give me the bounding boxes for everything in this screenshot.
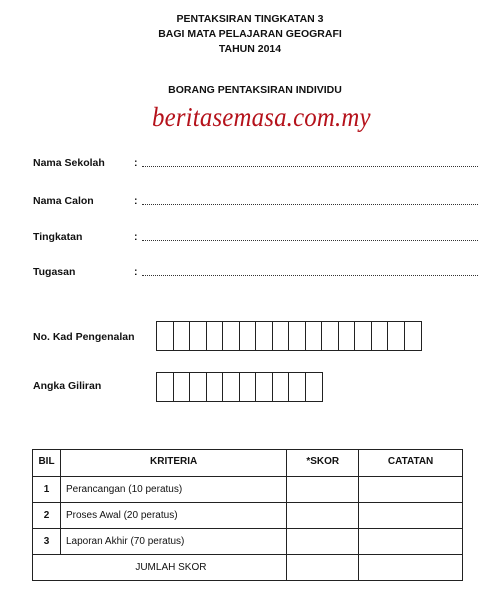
digit-box[interactable] <box>339 322 356 350</box>
digit-box[interactable] <box>273 373 290 401</box>
row-bil: 2 <box>33 503 61 529</box>
header-catatan: CATATAN <box>359 450 463 477</box>
field-colon: : <box>134 231 138 243</box>
watermark-text: beritasemasa.com.my <box>152 102 371 132</box>
row-kriteria: Laporan Akhir (70 peratus) <box>60 529 286 555</box>
digit-box[interactable] <box>207 322 224 350</box>
row-catatan-cell[interactable] <box>359 477 463 503</box>
header-kriteria: KRITERIA <box>60 450 286 477</box>
table-header-row <box>33 450 463 477</box>
digit-box[interactable] <box>256 322 273 350</box>
header-skor: *SKOR <box>287 450 359 477</box>
total-spacer-cell <box>33 555 61 581</box>
index-number-label: Angka Giliran <box>33 380 102 392</box>
id-number-label: No. Kad Pengenalan <box>33 331 135 343</box>
document-header <box>0 12 500 57</box>
field-colon: : <box>134 157 138 169</box>
digit-box[interactable] <box>174 322 191 350</box>
row-skor-cell[interactable] <box>287 477 359 503</box>
field-dotted-line[interactable] <box>142 204 478 205</box>
field-nama-calon[interactable] <box>33 195 478 211</box>
digit-box[interactable] <box>240 322 257 350</box>
digit-box[interactable] <box>240 373 257 401</box>
form-title: BORANG PENTAKSIRAN INDIVIDU <box>168 84 342 96</box>
field-tingkatan[interactable] <box>33 231 478 247</box>
field-label: Tingkatan <box>33 231 83 243</box>
digit-box[interactable] <box>157 373 174 401</box>
digit-box[interactable] <box>289 322 306 350</box>
digit-box[interactable] <box>256 373 273 401</box>
row-kriteria: Perancangan (10 peratus) <box>60 477 286 503</box>
row-bil: 1 <box>33 477 61 503</box>
digit-box[interactable] <box>223 322 240 350</box>
digit-box[interactable] <box>306 322 323 350</box>
digit-box[interactable] <box>190 322 207 350</box>
header-year: TAHUN 2014 <box>218 43 282 55</box>
digit-box[interactable] <box>372 322 389 350</box>
digit-box[interactable] <box>355 322 372 350</box>
digit-box[interactable] <box>190 373 207 401</box>
digit-box[interactable] <box>388 322 405 350</box>
digit-box[interactable] <box>174 373 191 401</box>
digit-box[interactable] <box>322 322 339 350</box>
digit-box[interactable] <box>157 322 174 350</box>
row-catatan-cell[interactable] <box>359 529 463 555</box>
score-table <box>32 449 463 581</box>
header-title: PENTAKSIRAN TINGKATAN 3 <box>176 13 324 25</box>
row-skor-cell[interactable] <box>287 529 359 555</box>
total-row <box>33 555 463 581</box>
total-label: JUMLAH SKOR <box>60 555 286 581</box>
field-label: Nama Calon <box>33 195 94 207</box>
row-skor-cell[interactable] <box>287 503 359 529</box>
header-subject: BAGI MATA PELAJARAN GEOGRAFI <box>158 28 342 40</box>
row-bil: 3 <box>33 529 61 555</box>
field-colon: : <box>134 195 138 207</box>
table-row <box>33 503 463 529</box>
row-kriteria: Proses Awal (20 peratus) <box>60 503 286 529</box>
digit-box[interactable] <box>207 373 224 401</box>
row-catatan-cell[interactable] <box>359 503 463 529</box>
field-dotted-line[interactable] <box>142 275 478 276</box>
field-dotted-line[interactable] <box>142 240 478 241</box>
field-tugasan[interactable] <box>33 266 478 282</box>
total-catatan-cell[interactable] <box>359 555 463 581</box>
digit-box[interactable] <box>306 373 323 401</box>
table-row <box>33 477 463 503</box>
header-bil: BIL <box>33 450 61 477</box>
index-number-boxes[interactable] <box>156 372 323 402</box>
table-row <box>33 529 463 555</box>
digit-box[interactable] <box>273 322 290 350</box>
digit-box[interactable] <box>223 373 240 401</box>
total-skor-cell[interactable] <box>287 555 359 581</box>
field-colon: : <box>134 266 138 278</box>
digit-box[interactable] <box>289 373 306 401</box>
field-label: Nama Sekolah <box>33 157 105 169</box>
id-number-boxes[interactable] <box>156 321 422 351</box>
digit-box[interactable] <box>405 322 422 350</box>
field-dotted-line[interactable] <box>142 166 478 167</box>
field-nama-sekolah[interactable] <box>33 157 478 173</box>
field-label: Tugasan <box>33 266 76 278</box>
